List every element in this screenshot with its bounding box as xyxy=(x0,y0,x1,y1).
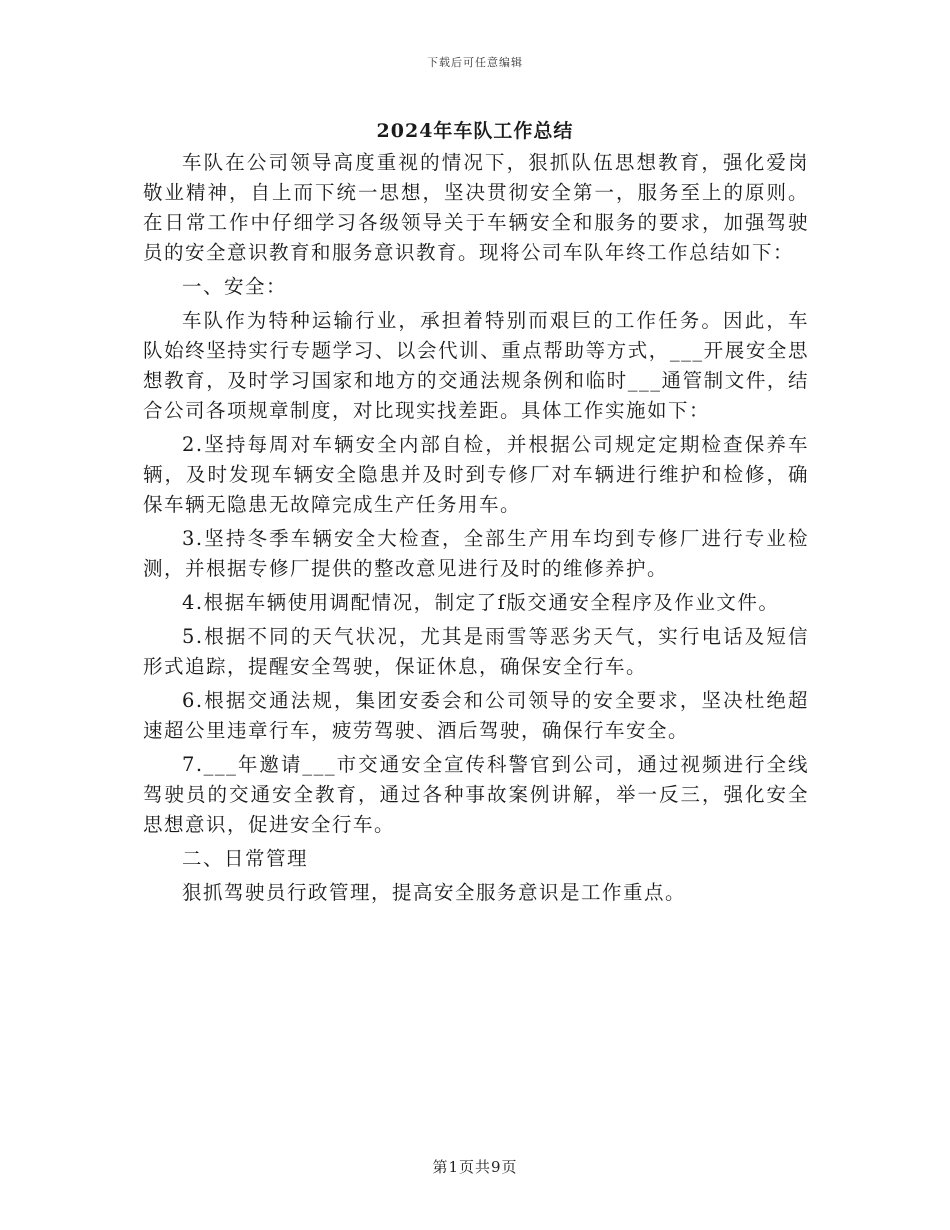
paragraph-daily-management: 狠抓驾驶员行政管理，提高安全服务意识是工作重点。 xyxy=(182,881,687,904)
paragraph-intro: 车队在公司领导高度重视的情况下，狠抓队伍思想教育，强化爱岗敬业精神，自上而下统一思想，坚决贯彻安全第一，服务至上的原则。在日常工作中仔细学习各级领导关于车辆安全和服务的要求，加强驾驶员的安全意识教育和服务意识教育。现将公司车队年终工作总结如下： xyxy=(143,151,809,264)
paragraph-item-5: 5.根据不同的天气状况，尤其是雨雪等恶劣天气，实行电话及短信形式追踪，提醒安全驾驶，保证休息，确保安全行车。 xyxy=(143,625,809,678)
paragraph-item-6: 6.根据交通法规，集团安委会和公司领导的安全要求，坚决杜绝超速超公里违章行车，疲劳驾驶、酒后驾驶，确保行车安全。 xyxy=(143,689,809,742)
page-header-note: 下载后可任意编辑 xyxy=(427,56,523,69)
paragraph-item-7: 7.___年邀请___市交通安全宣传科警官到公司，通过视频进行全线驾驶员的交通安全教育，通过各种事故案例讲解，举一反三，强化安全思想意识，促进安全行车。 xyxy=(143,753,809,836)
page-footer-pagination: 第1页共9页 xyxy=(432,1158,518,1176)
paragraph-safety-overview: 车队作为特种运输行业，承担着特别而艰巨的工作任务。因此，车队始终坚持实行专题学习、以会代训、重点帮助等方式，___开展安全思想教育，及时学习国家和地方的交通法规条例和临时___通管制文件，结合公司各项规章制度，对比现实找差距。具体工作实施如下： xyxy=(143,309,809,422)
paragraph-item-4: 4.根据车辆使用调配情况，制定了f版交通安全程序及作业文件。 xyxy=(182,591,780,614)
paragraph-item-3: 3.坚持冬季车辆安全大检查，全部生产用车均到专修厂进行专业检测，并根据专修厂提供的整改意见进行及时的维修养护。 xyxy=(143,527,809,580)
section-heading-safety: 一、安全： xyxy=(182,275,288,298)
section-heading-daily-management: 二、日常管理 xyxy=(182,847,309,870)
document-title: 2024年车队工作总结 xyxy=(376,120,574,142)
paragraph-item-2: 2.坚持每周对车辆安全内部自检，并根据公司规定定期检查保养车辆，及时发现车辆安全隐患并及时到专修厂对车辆进行维护和检修，确保车辆无隐患无故障完成生产任务用车。 xyxy=(143,433,809,516)
document-body xyxy=(143,148,809,912)
